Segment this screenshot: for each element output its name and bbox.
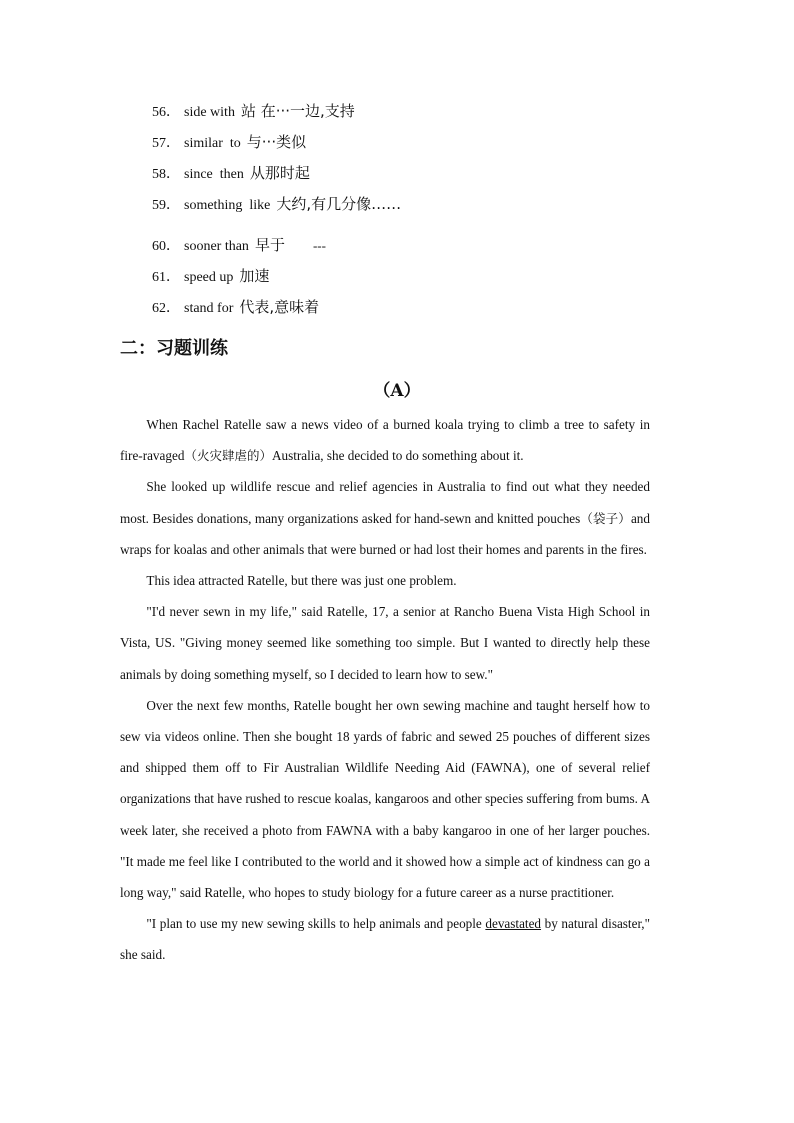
vocab-phrase: something like (184, 198, 271, 213)
vocab-item (152, 98, 672, 129)
vocab-meaning: 大约,有几分像…… (276, 195, 402, 213)
vocab-meaning: 早于 (254, 236, 285, 254)
paragraph (120, 908, 650, 970)
paragraph-text: Australia, she decided to do something about it. (271, 448, 524, 464)
vocab-item (152, 129, 672, 160)
paragraph: "I'd never sewn in my life," said Ratelle, 17, a senior at Rancho Buena Vista High School in Vista, US. "Giving money seemed like something too simple. But I wanted to directly help these animals by doing something myself, so I decided to learn how to sew." (120, 604, 650, 682)
vocab-item (152, 263, 672, 294)
vocab-meaning: 与···类似 (246, 133, 307, 151)
passage-title: （A） (373, 381, 421, 401)
paragraph-text: "I plan to use my new sewing skills to help animals and people (146, 916, 482, 932)
vocab-extra-mark: --- (312, 238, 326, 253)
reading-passage (120, 409, 650, 971)
vocab-phrase: sooner than (184, 239, 249, 254)
vocab-number: 57． (152, 136, 180, 151)
paragraph: This idea attracted Ratelle, but there was just one problem. (146, 573, 457, 589)
vocab-item (152, 232, 672, 263)
vocab-number: 60． (152, 239, 180, 254)
paragraph-text: by natural disaster," she said. (120, 916, 650, 963)
paragraph-text: and wraps for koalas and other animals that were burned or had lost their homes and parents in the fires. (120, 510, 650, 557)
section-title: 二：习题训练 (120, 338, 228, 359)
vocab-phrase: similar to (184, 136, 241, 151)
vocab-phrase: stand for (184, 301, 234, 316)
vocab-number: 61． (152, 270, 180, 285)
gloss: （袋子） (580, 510, 631, 526)
paragraph (120, 471, 650, 565)
vocab-meaning: 加速 (239, 267, 270, 285)
vocab-number: 56． (152, 105, 180, 120)
vocab-number: 62． (152, 301, 180, 316)
vocab-phrase: since then (184, 167, 244, 182)
vocab-meaning: 代表,意味着 (239, 298, 320, 316)
vocab-item (152, 191, 672, 222)
vocab-list (152, 98, 672, 325)
vocab-meaning: 站 在···一边,支持 (240, 102, 355, 120)
paragraph: Over the next few months, Ratelle bought her own sewing machine and taught herself how to sew via videos online. Then she bought 18 yards of fabric and sewed 25 pouches of different sizes and shipped them off to Fir Australian Wildlife Needing Aid (FAWNA), one of several relief organizations that have rushed to rescue koalas, kangaroos and other species suffering from bums. A week later, she received a photo from FAWNA with a baby kangaroo in one of her larger pouches. "It made me feel like I contributed to the world and it showed how a simple act of kindness can go a long way," said Ratelle, who hopes to study biology for a future career as a nurse practitioner. (120, 697, 650, 901)
paragraph-text: She looked up wildlife rescue and relief agencies in Australia to find out what they needed most. Besides donations, many organizations asked for hand-sewn and knitted pouches (120, 479, 650, 526)
vocab-item (152, 160, 672, 191)
underlined-word: devastated (485, 916, 542, 932)
vocab-phrase: speed up (184, 270, 234, 285)
vocab-meaning: 从那时起 (249, 164, 310, 182)
paragraph-text: When Rachel Ratelle saw a news video of a burned koala trying to climb a tree to safety in fire-ravaged (120, 417, 650, 464)
vocab-number: 59． (152, 198, 180, 213)
vocab-number: 58． (152, 167, 180, 182)
gloss: （火灾肆虐的） (184, 448, 272, 464)
vocab-item (152, 294, 672, 325)
vocab-phrase: side with (184, 105, 235, 120)
paragraph (120, 409, 650, 471)
